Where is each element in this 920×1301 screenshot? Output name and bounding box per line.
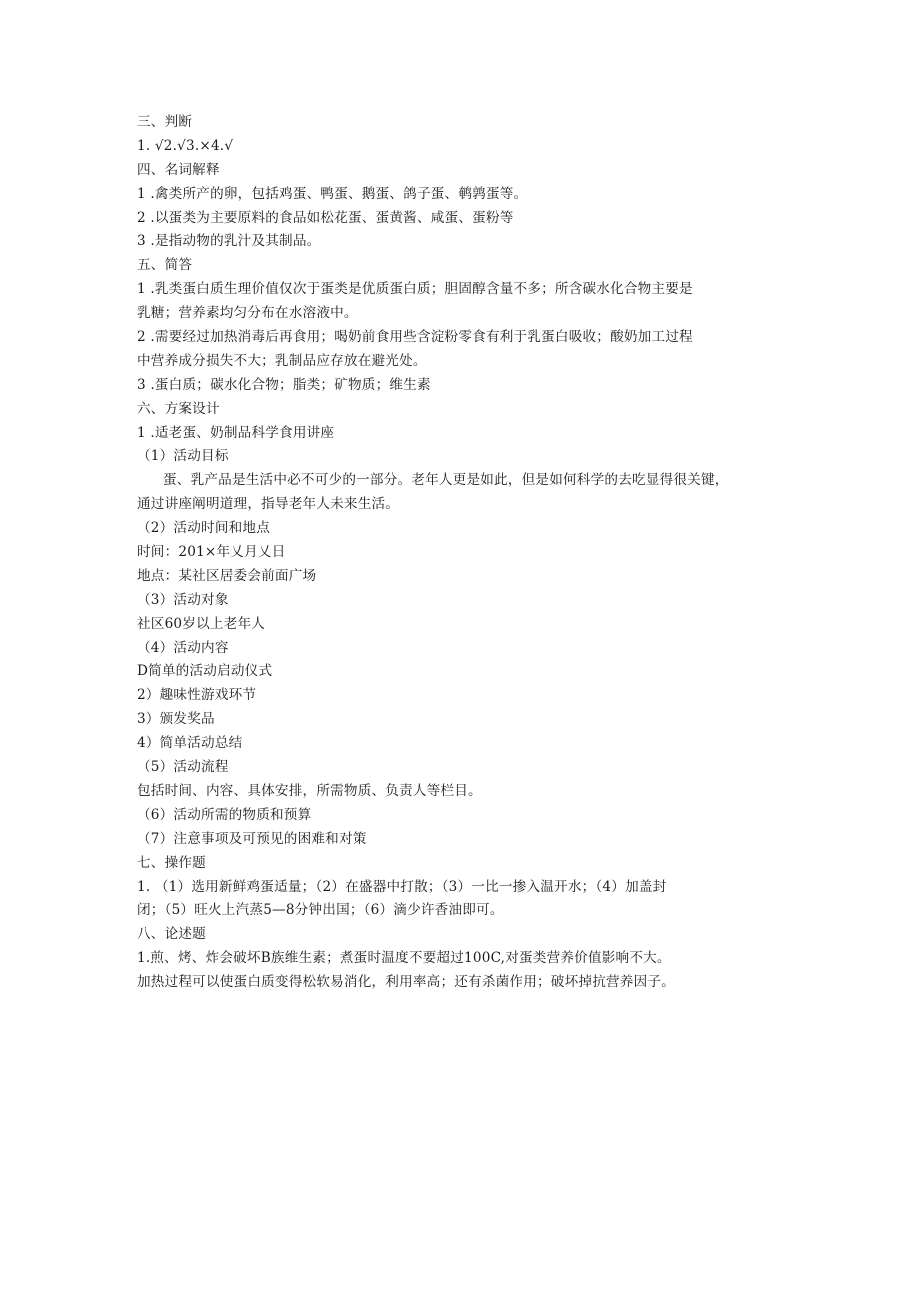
plan-flow-text: 包括时间、内容、具体安排，所需物质、负责人等栏目。: [137, 782, 482, 799]
plan-notes-heading: （7）注意事项及可预见的困难和对策: [137, 830, 367, 847]
plan-content-item-4: 4）简单活动总结: [137, 735, 243, 752]
plan-title: 1 .适老蛋、奶制品科学食用讲座: [137, 424, 335, 441]
section-heading-terms: 四、名词解释: [137, 161, 220, 178]
operation-answer-line-2: 闭；（5）旺火上汽蒸5—8分钟出国；（6）滴少许香油即可。: [137, 902, 504, 919]
plan-place: 地点：某社区居委会前面广场: [137, 567, 317, 584]
section-heading-operation: 七、操作题: [137, 854, 206, 871]
judgement-answers: 1. √2.√3.×4.√: [137, 137, 234, 154]
operation-answer-line-1: 1. （1）选用新鲜鸡蛋适量；（2）在盛器中打散；（3）一比一掺入温开水；（4）加盖封: [137, 878, 667, 895]
term-answer-1: 1 .禽类所产的卵，包括鸡蛋、鸭蛋、鹅蛋、鸽子蛋、鹌鹑蛋等。: [137, 185, 528, 202]
plan-audience: 社区60岁以上老年人: [137, 615, 266, 632]
section-heading-plan-design: 六、方案设计: [137, 400, 220, 417]
plan-audience-heading: （3）活动对象: [137, 591, 229, 608]
essay-answer-line-1: 1.煎、烤、炸会破坏B族维生素；煮蛋时温度不要超过100C,对蛋类营养价值影响不大。: [137, 950, 671, 967]
short-answer-1-line-2: 乳糖；营养素均匀分布在水溶液中。: [137, 305, 358, 322]
plan-content-item-2: 2）趣味性游戏环节: [137, 687, 257, 704]
short-answer-2-line-1: 2 .需要经过加热消毒后再食用；喝奶前食用些含淀粉零食有利于乳蛋白吸收；酸奶加工过程: [137, 329, 693, 346]
section-heading-judgement: 三、判断: [137, 114, 193, 130]
plan-time: 时间：201×年乂月乂日: [137, 544, 286, 561]
plan-goal-text-line-2: 通过讲座阐明道理，指导老年人未来生活。: [137, 496, 400, 513]
term-answer-3: 3 .是指动物的乳汁及其制品。: [137, 233, 321, 250]
short-answer-1-line-1: 1 .乳类蛋白质生理价值仅次于蛋类是优质蛋白质；胆固醇含量不多；所含碳水化合物主要是: [137, 281, 693, 298]
plan-budget-heading: （6）活动所需的物质和预算: [137, 806, 312, 823]
plan-content-item-1: D简单的活动启动仪式: [137, 663, 273, 680]
plan-time-place-heading: （2）活动时间和地点: [137, 520, 270, 537]
section-heading-short-answer: 五、简答: [137, 257, 193, 274]
section-heading-essay: 八、论述题: [137, 926, 206, 943]
term-answer-2: 2 .以蛋类为主要原料的食品如松花蛋、蛋黄酱、咸蛋、蛋粉等: [137, 209, 514, 226]
plan-content-item-3: 3）颁发奖品: [137, 711, 215, 728]
short-answer-2-line-2: 中营养成分损失不大；乳制品应存放在避光处。: [137, 352, 427, 369]
short-answer-3: 3 .蛋白质；碳水化合物；脂类；矿物质；维生素: [137, 376, 431, 393]
plan-content-heading: （4）活动内容: [137, 639, 229, 656]
document-page: [137, 111, 807, 995]
plan-goal-heading: （1）活动目标: [137, 448, 229, 465]
plan-flow-heading: （5）活动流程: [137, 759, 229, 776]
essay-answer-line-2: 加热过程可以使蛋白质变得松软易消化，利用率高；还有杀菌作用；破坏掉抗营养因子。: [137, 974, 675, 991]
plan-goal-text-line-1: 蛋、乳产品是生活中必不可少的一部分。老年人更是如此，但是如何科学的去吃显得很关键，: [163, 472, 729, 489]
